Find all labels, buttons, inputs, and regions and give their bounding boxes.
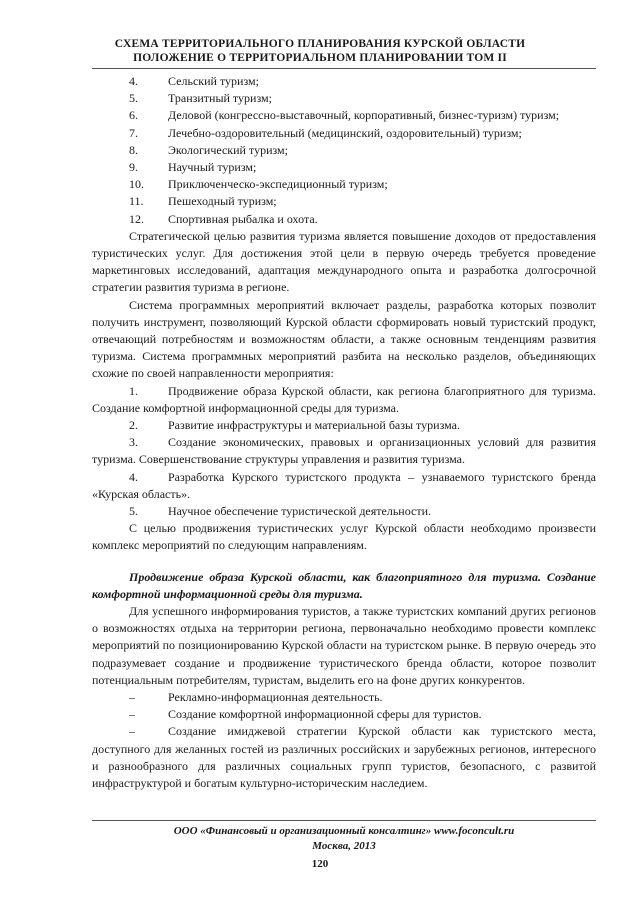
list-number: 10. (129, 177, 144, 192)
dash-text: Рекламно-информационная деятельность. (168, 689, 383, 704)
list-text: Деловой (конгрессно-выставочный, корпоративный, бизнес-туризм) туризм; (168, 108, 560, 123)
list-text: Лечебно-оздоровительный (медицинский, оздоровительный) туризм; (168, 125, 522, 140)
list-number: 7. (129, 125, 138, 140)
list-item (92, 193, 596, 210)
header-divider (92, 68, 596, 69)
list-number: 6. (129, 108, 138, 123)
list-text: Спортивная рыбалка и охота. (168, 211, 318, 226)
list-item (92, 73, 596, 90)
paragraph-program-system: Система программных мероприятий включает разделы, разработка которых позволит получить инструмент, позволяющий Курской области сформировать новый туристский продукт, отвечающий потребностям и возможностям области, а также основным тенденциям развития туризма. Система программных мероприятий разбита на несколько разделов, объединяющих схожие по своей направленности мероприятия: (92, 297, 596, 381)
list-text: Научный туризм; (168, 159, 257, 174)
list-number: 11. (129, 194, 144, 209)
dash-text: Создание имиджевой стратегии Курской области как туристского места, доступного для желанных гостей из различных российских и зарубежных регионов, интересного и разнообразного для различных социальных групп туристов, безопасного, с развитой инфраструктурой и богатым культурно-историческим наследием. (92, 724, 596, 790)
list-number: 4. (129, 74, 138, 88)
list-item (92, 90, 596, 107)
list-text: Транзитный туризм; (168, 91, 272, 106)
footer-city-year: Москва, 2013 (312, 840, 376, 852)
program-number: 2. (129, 417, 138, 432)
list-text: Приключенческо-экспедиционный туризм; (168, 177, 388, 192)
footer-company: ООО «Финансовый и организационный консалтинг» www.foconcult.ru (173, 825, 515, 837)
dash-marker: – (129, 724, 135, 739)
program-number: 3. (129, 435, 138, 450)
program-item (92, 469, 596, 503)
list-item (92, 142, 596, 159)
dash-text: Создание комфортной информационной сферы для туристов. (168, 707, 482, 722)
footer-divider (92, 820, 596, 821)
dash-item (92, 706, 596, 723)
list-number: 8. (129, 142, 138, 157)
list-text: Пешеходный туризм; (168, 194, 277, 209)
program-number: 5. (129, 503, 138, 518)
paragraph-informing: Для успешного информирования туристов, а также туристских компаний других регионов о возможностях отдыха на территории региона, первоначально необходимо провести комплекс мероприятий по позиционированию Курской области на туристском рынке. В первую очередь это подразумевает создание и продвижение туристического бренда области, которое позволит потенциальным потребителям, туристам, выделить его на фоне других конкурентов. (92, 603, 596, 687)
program-item (92, 503, 596, 520)
paragraph-directions: С целью продвижения туристических услуг Курской области необходимо произвести комплекс мероприятий по следующим направлениям. (92, 521, 596, 553)
program-number: 4. (129, 469, 138, 484)
list-text: Сельский туризм; (168, 74, 259, 88)
list-item (92, 107, 596, 124)
program-text: Создание экономических, правовых и организационных условий для развития туризма. Совершенствование структуры управления и развития туризма. (92, 435, 596, 467)
list-number: 9. (129, 159, 138, 174)
dash-marker: – (129, 689, 135, 704)
program-item (92, 417, 596, 434)
list-number: 12. (129, 211, 144, 226)
list-item (92, 211, 596, 228)
header-title: СХЕМА ТЕРРИТОРИАЛЬНОГО ПЛАНИРОВАНИЯ КУРСКОЙ ОБЛАСТИ (114, 38, 526, 50)
program-text: Развитие инфраструктуры и материальной базы туризма. (168, 417, 460, 432)
program-text: Разработка Курского туристского продукта – узнаваемого туристского бренда «Курская область». (92, 469, 596, 501)
list-item (92, 125, 596, 142)
paragraph-strategy: Стратегической целью развития туризма является повышение доходов от предоставления туристических услуг. Для достижения этой цели в первую очередь требуется проведение маркетинговых исследований, адаптация международного опыта и разработка долгосрочной стратегии развития туризма в регионе. (92, 228, 596, 295)
list-number: 5. (129, 91, 138, 106)
dash-item (92, 689, 596, 706)
list-item (92, 176, 596, 193)
header-subtitle: ПОЛОЖЕНИЕ О ТЕРРИТОРИАЛЬНОМ ПЛАНИРОВАНИИ ТОМ II (133, 52, 507, 64)
list-text: Экологический туризм; (168, 142, 288, 157)
program-item (92, 383, 596, 417)
page-content (92, 73, 596, 792)
section-heading: Продвижение образа Курской области, как благоприятного для туризма. Создание комфортной информационной среды для туризма. (92, 569, 596, 601)
program-text: Продвижение образа Курской области, как региона благоприятного для туризма. Создание комфортной информационной среды для туризма. (92, 383, 596, 415)
list-item (92, 159, 596, 176)
program-number: 1. (129, 383, 138, 398)
program-text: Научное обеспечение туристической деятельности. (168, 503, 432, 518)
program-item (92, 434, 596, 468)
dash-item (92, 723, 596, 792)
page-number: 120 (311, 858, 329, 870)
dash-marker: – (129, 707, 135, 722)
